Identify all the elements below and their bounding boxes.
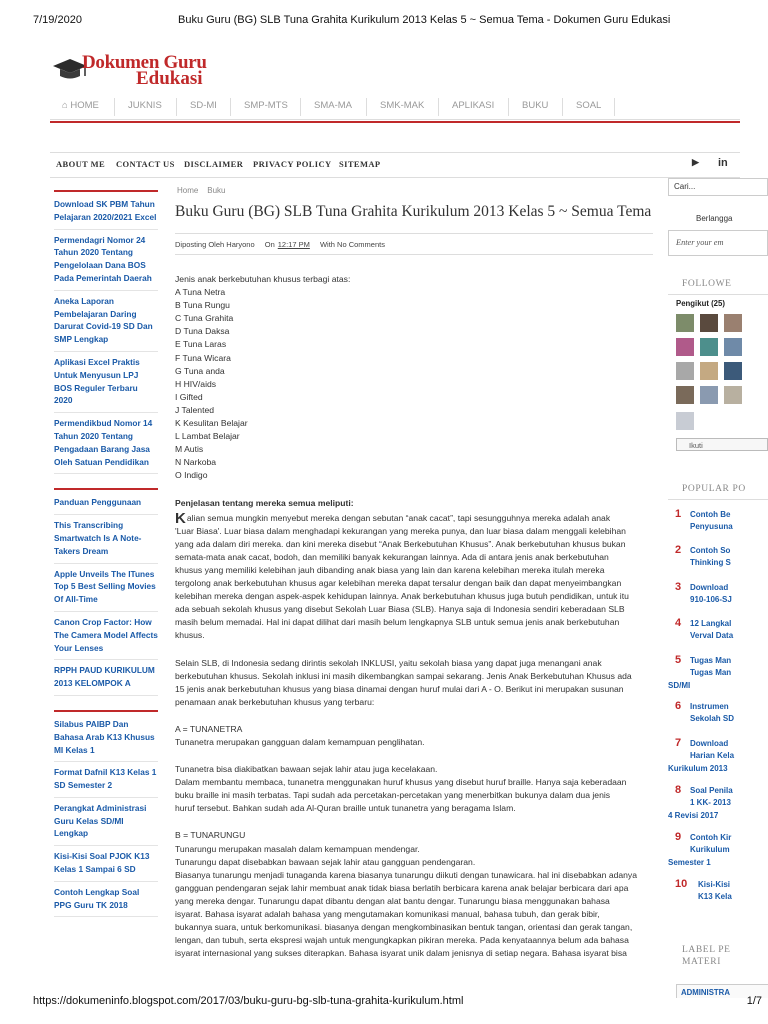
related-posts-widget: [54, 710, 158, 918]
header-accent-line: [50, 121, 740, 123]
post-title: Buku Guru (BG) SLB Tuna Grahita Kurikulum 2013 Kelas 5 ~ Semua Tema: [175, 203, 652, 220]
random-posts-widget: [54, 488, 158, 696]
paragraph-line: bukannya suara, untuk berkomunikasi. biasanya dengan mengkombinasikan bentuk tangan, orientasi dan gerak tangan,: [175, 922, 633, 933]
section-heading: Penjelasan tentang mereka semua meliputi:: [175, 497, 354, 508]
sidebar-link[interactable]: Permendagri Nomor 24 Tahun 2020 Tentang Pengelolaan Dana BOS Pada Pemerintah Daerah: [54, 230, 158, 291]
nav-divider: [562, 98, 563, 116]
post-article: [175, 186, 653, 960]
email-subscribe-input[interactable]: Enter your em: [668, 230, 768, 256]
paragraph-line: Dalam membantu membaca, tunanetra menggunakan huruf khusus yang disebut huruf braille. Hanya saja keberadaan: [175, 777, 627, 788]
nav-divider: [300, 98, 301, 116]
avatar[interactable]: [700, 338, 718, 356]
sidebar-link[interactable]: Panduan Penggunaan: [54, 492, 158, 515]
avatar[interactable]: [676, 386, 694, 404]
sidebar-link[interactable]: Aneka Laporan Pembelajaran Daring Darurat Covid-19 SD Dan SMP Lengkap: [54, 291, 158, 352]
paragraph-line: gangguan pendengaran sejak lahir membuat anak tidak biasa berlatih berbicara karena anak belajar berbicara dari apa: [175, 882, 629, 893]
sidebar-link[interactable]: Canon Crop Factor: How The Camera Model Affects Your Lenses: [54, 612, 158, 660]
subscribe-label: Berlangga: [696, 214, 733, 223]
paragraph-line: semata-mata anak cacat, bodoh, dan memiliki banyak kekurangan lainnya. Ada di antara jenis anak berkebutuhan: [175, 551, 609, 562]
page-links-bar: [50, 152, 740, 178]
list-item: N Narkoba: [175, 457, 217, 468]
nav-divider: [366, 98, 367, 116]
paragraph: [175, 509, 653, 643]
paragraph-line: berkebutuhan khusus. Sekolah inklusi ini masih dikembangkan sampai sekarang. Jenis Anak Berkebutuhan Khusus ada: [175, 670, 632, 681]
list-item: C Tuna Grahita: [175, 313, 234, 324]
nav-divider: [614, 98, 615, 116]
list-item: B Tuna Rungu: [175, 300, 230, 311]
paragraph-line: khusus yang memiliki kelebihan jauh dibanding anak biasa yang lain dan karena kelebihan mereka itulah mereka: [175, 564, 605, 575]
nav-aplikasi[interactable]: APLIKASI: [452, 100, 495, 111]
recent-posts-widget: [54, 190, 158, 474]
search-input[interactable]: Cari...: [668, 178, 768, 196]
sidebar-link[interactable]: Kisi-Kisi Soal PJOK K13 Kelas 1 Sampai 6 SD: [54, 846, 158, 882]
list-item: A Tuna Netra: [175, 287, 226, 298]
paragraph-line: isyarat. Bahasa isyarat adalah bahasa yang mengutamakan komunikasi manual, bahasa tubuh, dan gerak bibir,: [175, 909, 600, 920]
paragraph-line: isyarat internasional yang sukses diterapkan. Bahasa isyarat unik dalam jenisnya di setiap negara. Bahasa isyarat bisa: [175, 948, 627, 959]
print-url: https://dokumeninfo.blogspot.com/2017/03/buku-guru-bg-slb-tuna-grahita-kurikulum.html: [33, 995, 464, 1007]
list-item: L Lambat Belajar: [175, 431, 240, 442]
print-header: [0, 14, 768, 28]
avatar[interactable]: [724, 362, 742, 380]
paragraph-line: khusus.: [175, 630, 205, 641]
sidebar-link[interactable]: Download SK PBM Tahun Pelajaran 2020/2021 Excel: [54, 194, 158, 230]
nav-smp-mts[interactable]: SMP-MTS: [244, 100, 288, 111]
post-author: Diposting Oleh Haryono: [175, 240, 255, 249]
post-comments[interactable]: With No Comments: [319, 240, 385, 249]
list-item: I Gifted: [175, 391, 203, 402]
avatar[interactable]: [676, 412, 694, 430]
sidebar-link[interactable]: Apple Unveils The ITunes Top 5 Best Selling Movies Of All-Time: [54, 564, 158, 612]
paragraph-line: yang mereka dengar. Tunarungu dapat dibantu dengan alat bantu dengar. Tunarungu biasa menggunakan bahasa: [175, 895, 610, 906]
breadcrumb-category[interactable]: Buku: [207, 186, 226, 195]
paragraph-line: masih belum memadai. Hal ini dapat dilihat dari masih belum lengkapnya SLB untuk semua jenis anak berkebutuhan: [175, 617, 620, 628]
youtube-icon[interactable]: ▶: [692, 157, 699, 167]
avatar[interactable]: [724, 314, 742, 332]
labels-heading: LABEL PE MATERI: [682, 945, 731, 967]
section-title-b: B = TUNARUNGU: [175, 830, 246, 841]
paragraph-line: Biasanya tunarungu menjadi tunaganda karena biasanya tunarungu diikuti dengan tunawicara. hal ini disebabkan adanya: [175, 869, 638, 880]
sidebar-link[interactable]: Silabus PAIBP Dan Bahasa Arab K13 Khusus MI Kelas 1: [54, 714, 158, 762]
list-item: D Tuna Daksa: [175, 326, 230, 337]
paragraph-line: yang ada dalam diri mereka. dan kini mereka disebut “Anak Berkebutuhan Khusus”. Anak berkebutuhan khusus bukan: [175, 538, 626, 549]
link-about-me[interactable]: ABOUT ME: [56, 159, 106, 169]
paragraph-line: Tunarungu dapat disebabkan bawaan sejak lahir atau gangguan pendengaran.: [175, 856, 476, 867]
sidebar-link[interactable]: RPPH PAUD KURIKULUM 2013 KELOMPOK A: [54, 660, 158, 696]
paragraph-line: penamaan anak berkebutuhan khusus yang terbaru:: [175, 696, 375, 707]
list-item: M Autis: [175, 444, 204, 455]
sidebar-link[interactable]: Aplikasi Excel Praktis Untuk Menyusun LPJ BOS Reguler Terbaru 2020: [54, 352, 158, 413]
nav-sma-ma[interactable]: SMA-MA: [314, 100, 352, 111]
nav-soal[interactable]: SOAL: [576, 100, 602, 111]
list-item: E Tuna Laras: [175, 339, 227, 350]
list-item: K Kesulitan Belajar: [175, 418, 248, 429]
breadcrumb-home[interactable]: Home: [177, 186, 199, 195]
nav-buku[interactable]: BUKU: [522, 100, 549, 111]
nav-divider: [438, 98, 439, 116]
followers-heading: FOLLOWE: [668, 279, 768, 295]
main-navigation: [50, 94, 740, 120]
paragraph-line: alian semua mungkin menyebut mereka dengan sebutan “anak cacat”, tapi sesungguhnya mereka adalah anak: [186, 512, 611, 523]
paragraph-line: huruf tersebut. Bahkan sudah ada Al-Quran braille untuk tunanetra yang beragama Islam.: [175, 803, 516, 814]
print-title: Buku Guru (BG) SLB Tuna Grahita Kurikulum 2013 Kelas 5 ~ Semua Tema - Dokumen Guru Edukasi: [178, 14, 671, 26]
nav-divider: [176, 98, 177, 116]
paragraph-line: tergolong anak berkebutuhan khusus agar kelebihan mereka dapat tersalur dengan baik dan dapat menyeimbangkan: [175, 578, 622, 589]
avatar[interactable]: [700, 314, 718, 332]
breadcrumb: [177, 186, 653, 195]
avatar[interactable]: [700, 362, 718, 380]
paragraph-line: 'Luar Biasa'. Luar biasa dalam menghadapi kekurangan yang mereka punya, dan luar biasa dalam menggali kelebihan: [175, 525, 626, 536]
intro-text: Jenis anak berkebutuhan khusus terbagi atas:: [175, 274, 351, 284]
avatar[interactable]: [724, 338, 742, 356]
nav-divider: [508, 98, 509, 116]
avatar[interactable]: [700, 386, 718, 404]
post-on-label: On: [264, 240, 275, 249]
logo-text-line1: Dokumen Guru: [82, 52, 207, 73]
list-item: O Indigo: [175, 470, 208, 481]
post-body: [175, 273, 653, 960]
sidebar-link[interactable]: This Transcribing Smartwatch Is A Note-Takers Dream: [54, 515, 158, 563]
avatar[interactable]: [676, 362, 694, 380]
nav-juknis[interactable]: JUKNIS: [128, 100, 162, 111]
paragraph-line: Tunanetra bisa diakibatkan bawaan sejak lahir atau juga kecelakaan.: [175, 764, 438, 775]
left-sidebar: [54, 190, 158, 917]
paragraph-line: Tunanetra merupakan gangguan dalam kemampuan penglihatan.: [175, 737, 425, 747]
sidebar-link[interactable]: Permendikbud Nomor 14 Tahun 2020 Tentang Pengadaan Barang Jasa Oleh Satuan Pendidikan: [54, 413, 158, 474]
list-item: H HIV/aids: [175, 378, 217, 389]
linkedin-icon[interactable]: in: [718, 157, 728, 169]
nav-divider: [114, 98, 115, 116]
paragraph-line: kelebihan mereka dengan aspek-aspek kehidupan lainnya. Anak berkebutuhan khusus juga butuh pendidikan, untuk itu: [175, 591, 629, 602]
home-icon: ⌂: [62, 100, 71, 111]
logo-text-line2: Edukasi: [136, 68, 203, 89]
sidebar-link[interactable]: Contoh Lengkap Soal PPG Guru TK 2018: [54, 882, 158, 918]
followers-count: Pengikut (25): [676, 299, 725, 308]
list-item: J Talented: [175, 404, 215, 415]
print-page-number: 1/7: [746, 995, 762, 1007]
paragraph-line: Selain SLB, di Indonesia sedang dirintis sekolah INKLUSI, yaitu sekolah biasa yang dapat juga menangani anak: [175, 657, 602, 668]
link-sitemap[interactable]: SITEMAP: [339, 159, 381, 169]
site-logo[interactable]: [52, 50, 232, 92]
paragraph-line: buku braille ini masih terbatas. Tapi sudah ada percetakan-percetakan yang menerbitkan bukunya dalam dua jenis: [175, 790, 611, 801]
sidebar-link[interactable]: Perangkat Administrasi Guru Kelas SD/MI Lengkap: [54, 798, 158, 846]
link-contact-us[interactable]: CONTACT US: [116, 159, 175, 169]
post-meta: [175, 233, 653, 255]
nav-sd-mi[interactable]: SD-MI: [190, 100, 217, 111]
list-item: F Tuna Wicara: [175, 352, 231, 363]
right-sidebar: Cari... Berlangga Enter your em FOLLOWE Pengikut (25) Ikuti POPULAR PO 1 Contoh Be Penyusuna 2 Contoh So Thinking S 3 Download 910-106-SJ 4 12 Langkal Verval Data 5 Tugas Man Tugas Man SD/MI 6 Instrumen Sekolah SD 7 Download Harian Kela Kurikulum 2013 8 Soal Penila 1 KK- 2013 4 Revisi 2017 9 Contoh Kir Kurikulum Semester 1 10 Kisi-Kisi K13 Kela LABEL PE MATERI ADMINISTRA: [668, 178, 768, 998]
list-item: G Tuna anda: [175, 365, 225, 376]
link-disclaimer[interactable]: DISCLAIMER: [184, 159, 244, 169]
section-title-a: A = TUNANETRA: [175, 723, 243, 734]
post-time[interactable]: 12:17 PM: [277, 240, 310, 249]
paragraph-line: lengan, dan tubuh, serta ekspresi wajah untuk mengungkapkan pikiran mereka. Pada kenyataannya belum ada bahasa: [175, 935, 629, 946]
nav-home[interactable]: ⌂ HOME: [62, 100, 99, 111]
follow-button[interactable]: Ikuti: [676, 438, 768, 451]
drop-cap: K: [175, 509, 186, 527]
link-privacy-policy[interactable]: PRIVACY POLICY: [253, 159, 332, 169]
avatar[interactable]: [676, 338, 694, 356]
print-date: 7/19/2020: [33, 14, 82, 26]
paragraph-line: ada sebuah sekolah khusus yang disebut Sekolah Luar Biasa (SLB). Hanya saja di Indonesia sendiri keberadaan SLB: [175, 604, 625, 615]
paragraph-line: Tunarungu merupakan masalah dalam kemampuan mendengar.: [175, 843, 420, 854]
nav-divider: [230, 98, 231, 116]
sidebar-link[interactable]: Format Dafnil K13 Kelas 1 SD Semester 2: [54, 762, 158, 798]
avatar[interactable]: [724, 386, 742, 404]
label-administrasi[interactable]: ADMINISTRA: [676, 984, 768, 998]
avatar[interactable]: [676, 314, 694, 332]
popular-posts-heading: POPULAR PO: [668, 484, 768, 500]
paragraph-line: 15 jenis anak berkebutuhan khusus yang biasa dinamai dengan huruf mulai dari A - O. Berikut ini merupakan susunan: [175, 683, 624, 694]
nav-smk-mak[interactable]: SMK-MAK: [380, 100, 425, 111]
